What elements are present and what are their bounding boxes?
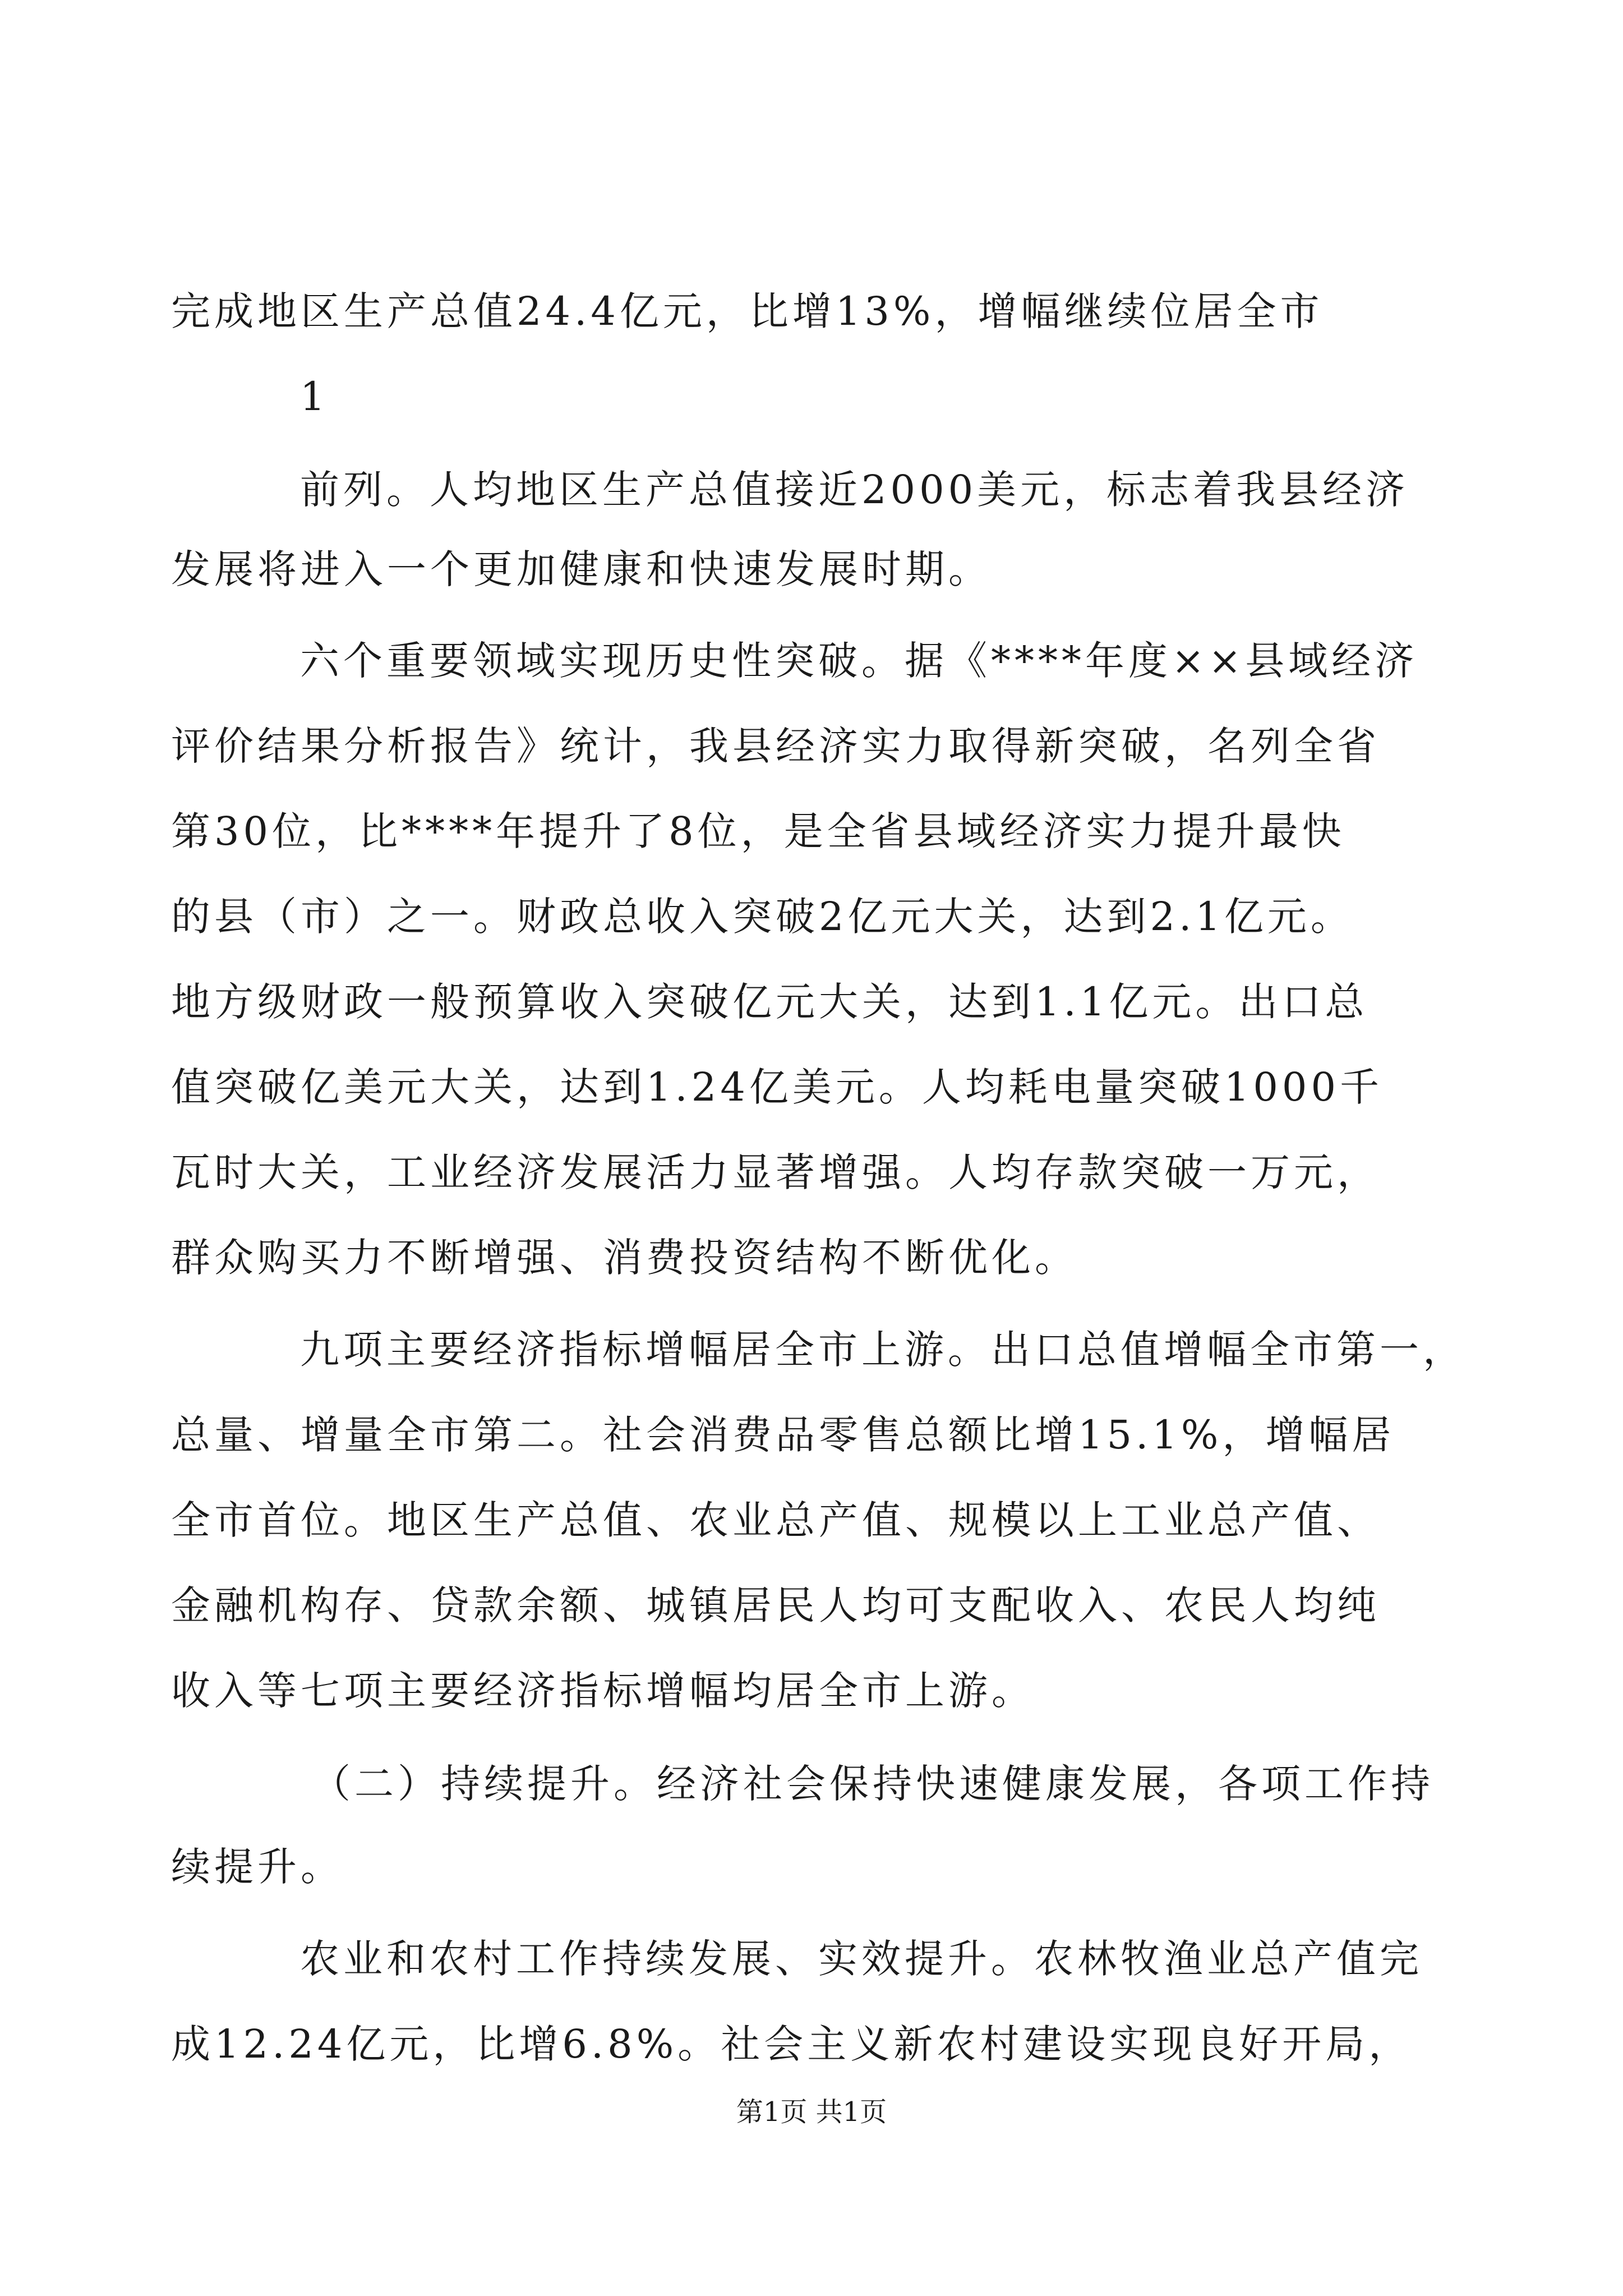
text-line: 收入等七项主要经济指标增幅均居全市上游。: [171, 1668, 1035, 1714]
text-line: 全市首位。地区生产总值、农业总产值、规模以上工业总产值、: [171, 1497, 1380, 1543]
text-line: 成12.24亿元，比增6.8%。社会主义新农村建设实现良好开局，: [171, 2021, 1412, 2067]
text-line: 值突破亿美元大关，达到1.24亿美元。人均耗电量突破1000千: [171, 1064, 1384, 1110]
text-line: 地方级财政一般预算收入突破亿元大关，达到1.1亿元。出口总: [171, 979, 1368, 1025]
text-line: （二）持续提升。经济社会保持快速健康发展，各项工作持: [311, 1761, 1434, 1807]
text-line: 总量、增量全市第二。社会消费品零售总额比增15.1%，增幅居: [171, 1412, 1395, 1458]
text-line: 金融机构存、贷款余额、城镇居民人均可支配收入、农民人均纯: [171, 1582, 1380, 1628]
text-line: 群众购买力不断增强、消费投资结构不断优化。: [171, 1235, 1078, 1281]
text-line: 农业和农村工作持续发展、实效提升。农林牧渔业总产值完: [300, 1936, 1423, 1982]
text-line: 第30位，比****年提升了8位，是全省县域经济实力提升最快: [171, 808, 1345, 854]
text-line: 发展将进入一个更加健康和快速发展时期。: [171, 546, 992, 592]
text-line: 前列。人均地区生产总值接近2000美元，标志着我县经济: [300, 467, 1409, 513]
text-line: 九项主要经济指标增幅居全市上游。出口总值增幅全市第一，: [300, 1327, 1466, 1373]
text-line: 六个重要领域实现历史性突破。据《****年度××县域经济: [300, 638, 1418, 684]
page-number-inline: 1: [300, 374, 329, 420]
page-footer: 第1页 共1页: [736, 2096, 887, 2128]
text-line: 完成地区生产总值24.4亿元，比增13%，增幅继续位居全市: [171, 288, 1324, 334]
text-line: 评价结果分析报告》统计，我县经济实力取得新突破，名列全省: [171, 723, 1380, 769]
text-line: 续提升。: [171, 1844, 344, 1890]
text-line: 的县（市）之一。财政总收入突破2亿元大关，达到2.1亿元。: [171, 894, 1354, 940]
text-line: 瓦时大关，工业经济发展活力显著增强。人均存款突破一万元，: [171, 1149, 1380, 1195]
